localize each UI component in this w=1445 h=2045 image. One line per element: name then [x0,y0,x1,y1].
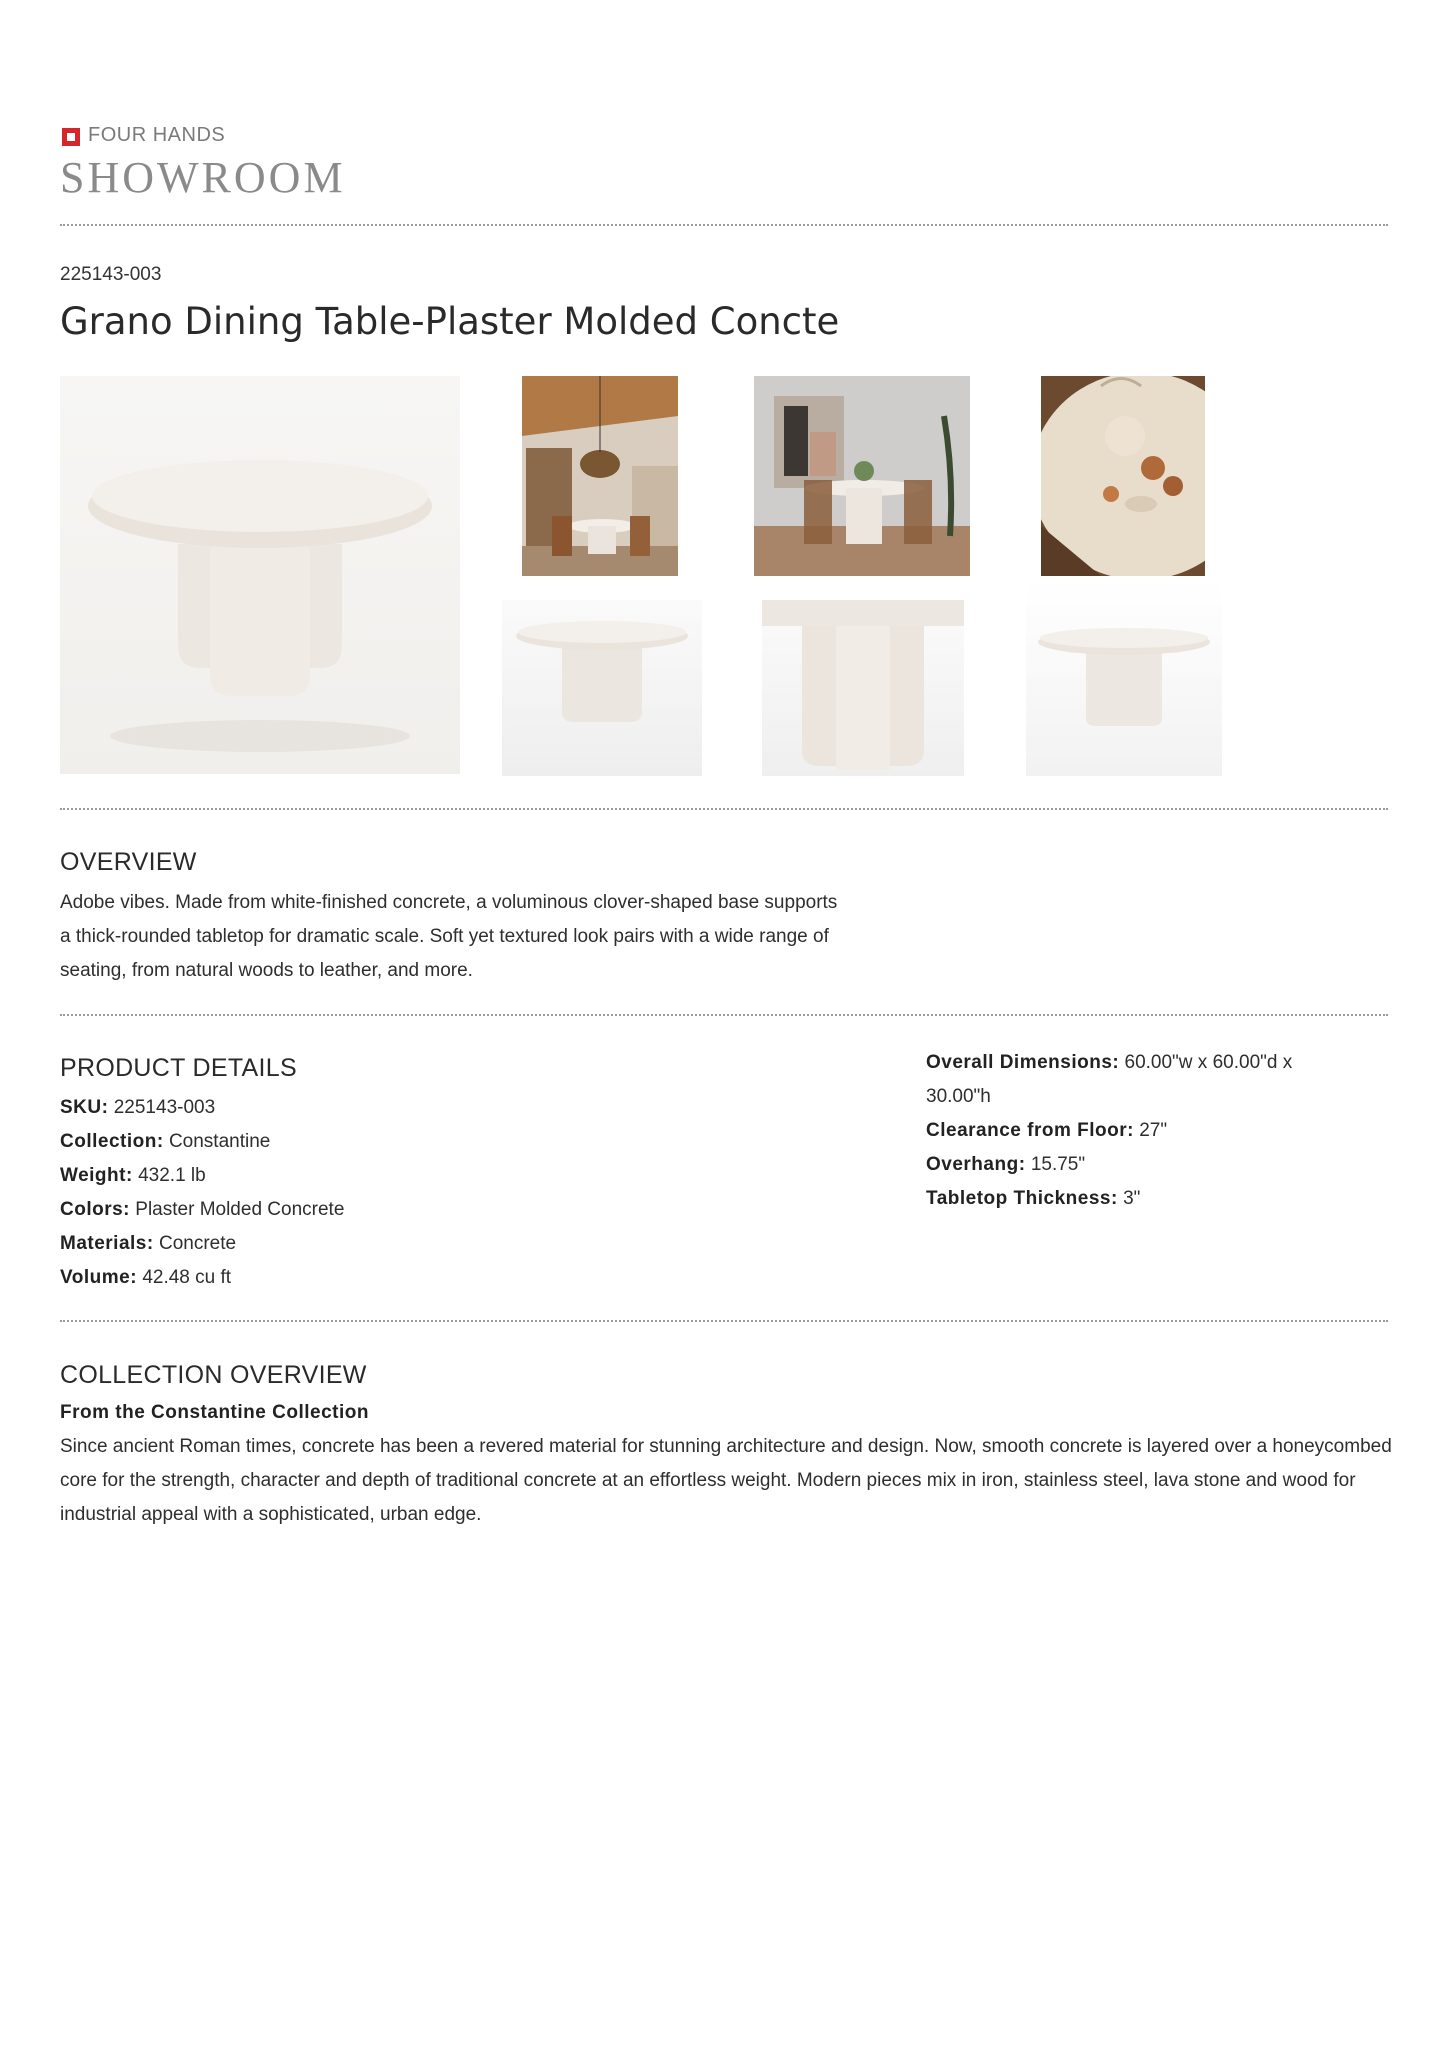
brand-logo-icon [62,128,80,146]
collection-subheading: From the Constantine Collection [60,1402,369,1423]
detail-clearance: Clearance from Floor: 27" [926,1120,1168,1141]
detail-weight: Weight: 432.1 lb [60,1165,206,1186]
brand-name: FOUR HANDS [88,124,226,146]
divider [60,1014,1388,1016]
product-details-heading: PRODUCT DETAILS [60,1054,297,1082]
details-right-list [926,1046,1336,1216]
detail-collection: Collection: Constantine [60,1131,271,1152]
detail-sku: SKU: 225143-003 [60,1097,216,1118]
lifestyle-image-3[interactable] [1041,376,1205,576]
overview-text: Adobe vibes. Made from white-finished concrete, a voluminous clover-shaped base supports a thick-rounded tabletop for dramatic scale. Soft yet textured look pairs with a wide range of seating, from natural woods to leather, and more. [60,892,838,981]
collection-text: Since ancient Roman times, concrete has been a revered material for stunning architecture and design. Now, smooth concrete is layered over a honeycombed core for the strength, character and depth of traditional concrete at an effortless weight. Modern pieces mix in iron, stainless steel, lava stone and wood for industrial appeal with a sophisticated, urban edge. [60,1436,1392,1525]
divider [60,1320,1388,1322]
detail-overhang: Overhang: 15.75" [926,1154,1086,1175]
detail-tabletop-thickness: Tabletop Thickness: 3" [926,1188,1141,1209]
product-main-image[interactable] [60,376,460,774]
overview-heading: OVERVIEW [60,848,197,876]
brand-showroom: SHOWROOM [60,153,346,202]
detail-overall-dimensions: Overall Dimensions: 60.00"w x 60.00"d x 30.00"h [926,1052,1293,1107]
detail-volume: Volume: 42.48 cu ft [60,1267,232,1288]
detail-colors: Colors: Plaster Molded Concrete [60,1199,345,1220]
product-image-3[interactable] [1026,580,1222,776]
product-sku: 225143-003 [60,264,162,285]
divider [60,224,1388,226]
page-title: Grano Dining Table-Plaster Molded Concte [60,300,840,343]
product-image-1[interactable] [502,600,702,776]
details-left-list [60,1091,760,1295]
product-image-2[interactable] [762,600,964,776]
collection-heading: COLLECTION OVERVIEW [60,1361,367,1389]
lifestyle-image-1[interactable] [522,376,678,576]
detail-materials: Materials: Concrete [60,1233,237,1254]
divider [60,808,1388,810]
lifestyle-image-2[interactable] [754,376,970,576]
